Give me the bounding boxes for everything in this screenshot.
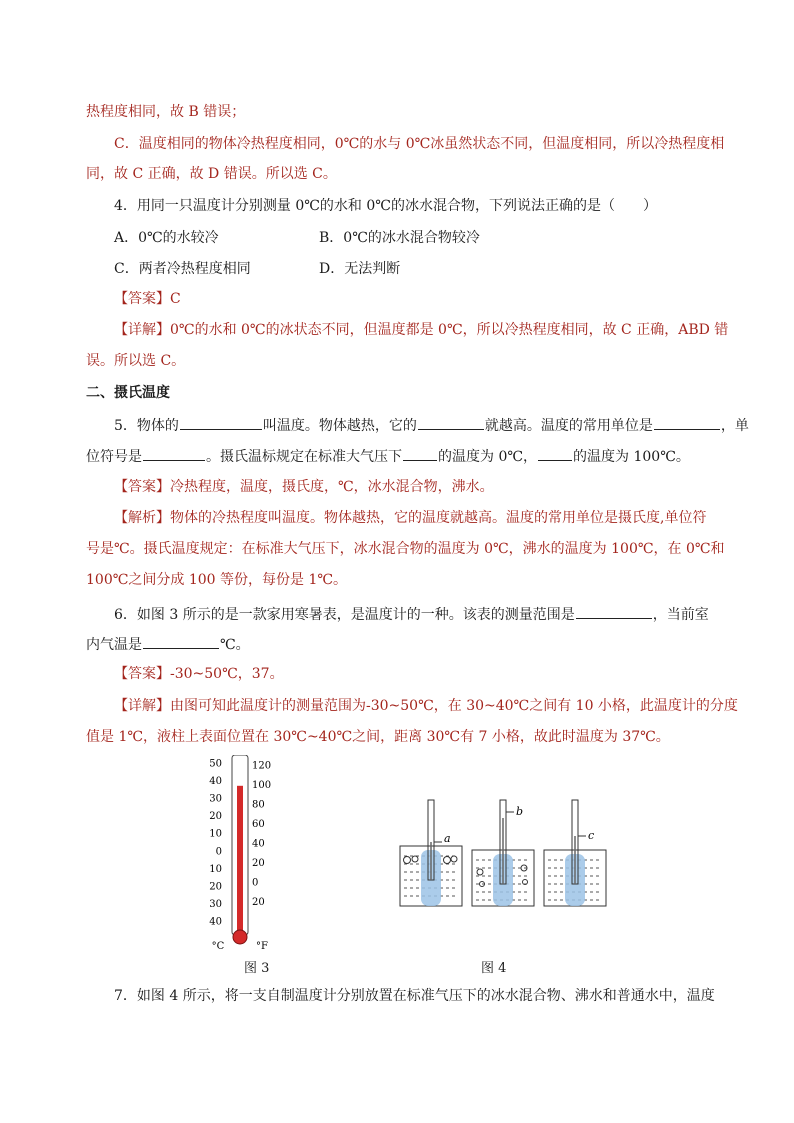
answer-option-c-line: C．温度相同的物体冷热程度相同，0℃的水与 0℃冰虽然状态不同，但温度相同，所以冷热程度相 xyxy=(114,136,725,152)
q6-text-1: 6．如图 3 所示的是一款家用寒暑表，是温度计的一种。该表的测量范围是 xyxy=(114,607,575,623)
q5-analysis-line-3: 100℃之间分成 100 等份，每份是 1℃。 xyxy=(86,572,348,588)
label-b: b xyxy=(516,805,524,818)
q6-text-3: 内气温是 xyxy=(86,637,142,653)
question-6-line-2 xyxy=(86,634,250,655)
celsius-tick-label: 20 xyxy=(209,881,222,893)
fahrenheit-tick-label: 100 xyxy=(252,780,272,791)
q4-option-b: B．0℃的冰水混合物较冷 xyxy=(319,230,480,246)
answer-tag: 【答案】 xyxy=(114,291,170,307)
q4-option-a: A．0℃的水较冷 xyxy=(114,230,219,246)
detail-text: 由图可知此温度计的测量范围为-30~50℃，在 30~40℃之间有 10 小格，此温度计的分度 xyxy=(170,698,738,714)
q6-text-2: ，当前室 xyxy=(652,607,709,623)
q5-text-2: 叫温度。物体越热，它的 xyxy=(262,418,417,434)
q5-text-8: 的温度为 100℃。 xyxy=(573,449,690,465)
celsius-tick-label: 20 xyxy=(209,811,222,823)
q4-detail-line-2: 误。所以选 C。 xyxy=(86,353,186,369)
blank xyxy=(143,634,219,649)
celsius-unit-label: °C xyxy=(211,941,225,952)
celsius-tick-label: 50 xyxy=(209,758,222,770)
question-7-stem: 7．如图 4 所示，将一支自制温度计分别放置在标准气压下的冰水混合物、沸水和普通水中，温度 xyxy=(114,988,715,1004)
q5-analysis-line-2: 号是℃。摄氏温度规定：在标准大气压下，冰水混合物的温度为 0℃，沸水的温度为 100℃，在 0℃和 xyxy=(86,541,725,557)
q4-option-d: D．无法判断 xyxy=(319,261,401,277)
blank xyxy=(418,415,484,430)
answer-continuation-line: 热程度相同，故 B 错误； xyxy=(86,104,246,120)
q5-text-4: ，单 xyxy=(720,418,749,434)
answer-value: 冷热程度，温度，摄氏度，℃，冰水混合物，沸水。 xyxy=(170,479,494,495)
q6-answer xyxy=(114,664,284,684)
beaker-ice-water xyxy=(400,800,462,906)
figure-3-thermometer xyxy=(200,755,300,955)
question-5-line-1 xyxy=(114,415,749,436)
q6-detail-line-1 xyxy=(114,696,738,716)
answer-value: -30~50℃，37。 xyxy=(170,666,284,682)
analysis-tag: 【解析】 xyxy=(114,510,170,526)
beaker-boiling-water xyxy=(472,800,534,906)
celsius-tick-label: 40 xyxy=(209,916,222,928)
answer-tag: 【答案】 xyxy=(114,479,170,495)
detail-tag: 【详解】 xyxy=(114,322,170,338)
question-6-line-1 xyxy=(114,604,709,625)
figure-4-beakers xyxy=(396,798,618,912)
answer-conclusion-line: 同，故 C 正确，故 D 错误。所以选 C。 xyxy=(86,166,337,182)
fahrenheit-tick-label: 20 xyxy=(252,896,265,908)
q5-text-1: 5．物体的 xyxy=(114,418,179,434)
detail-text: 0℃的水和 0℃的冰状态不同，但温度都是 0℃，所以冷热程度相同，故 C 正确，ABD 错 xyxy=(170,322,729,338)
celsius-tick-label: 30 xyxy=(209,898,222,910)
blank xyxy=(403,446,437,461)
q4-answer xyxy=(114,289,181,309)
blank xyxy=(180,415,262,430)
detail-tag: 【详解】 xyxy=(114,698,170,714)
mercury-column xyxy=(237,786,243,933)
figure-3-caption: 图 3 xyxy=(244,961,270,976)
q6-detail-line-2: 值是 1℃，液柱上表面位置在 30℃~40℃之间，距离 30℃有 7 小格，故此时温度为 37℃。 xyxy=(86,729,670,745)
blank xyxy=(576,604,652,619)
fahrenheit-tick-label: 80 xyxy=(252,799,265,811)
fahrenheit-tick-label: 0 xyxy=(252,877,259,889)
q4-detail-line-1 xyxy=(114,320,728,340)
answer-tag: 【答案】 xyxy=(114,666,170,682)
thermometer-bulb xyxy=(233,930,247,944)
beaker-ordinary-water xyxy=(544,800,606,906)
celsius-tick-label: 30 xyxy=(209,793,222,805)
celsius-tick-label: 40 xyxy=(209,776,222,788)
fahrenheit-tick-label: 20 xyxy=(252,857,265,869)
figure-4-caption: 图 4 xyxy=(481,961,507,976)
q6-text-4: ℃。 xyxy=(220,637,250,653)
question-5-line-2 xyxy=(86,446,690,467)
answer-value: C xyxy=(170,291,181,307)
label-c: c xyxy=(588,829,595,842)
section-heading: 二、摄氏温度 xyxy=(86,385,170,401)
fahrenheit-tick-label: 40 xyxy=(252,838,265,850)
fahrenheit-tick-label: 120 xyxy=(252,760,272,772)
q5-analysis-line-1 xyxy=(114,508,706,528)
q5-text-5: 位符号是 xyxy=(86,449,142,465)
blank xyxy=(143,446,205,461)
celsius-tick-label: 10 xyxy=(209,863,222,875)
blank xyxy=(538,446,572,461)
analysis-text: 物体的冷热程度叫温度。物体越热，它的温度就越高。温度的常用单位是摄氏度,单位符 xyxy=(170,510,707,526)
q5-text-3: 就越高。温度的常用单位是 xyxy=(484,418,653,434)
blank xyxy=(654,415,720,430)
question-4-stem: 4．用同一只温度计分别测量 0℃的水和 0℃的冰水混合物，下列说法正确的是（ ） xyxy=(114,198,657,214)
q5-text-7: 的温度为 0℃， xyxy=(438,449,538,465)
fahrenheit-tick-label: 60 xyxy=(252,818,265,830)
fahrenheit-unit-label: °F xyxy=(256,941,268,952)
celsius-tick-label: 10 xyxy=(209,828,222,840)
q5-text-6: 。摄氏温标规定在标准大气压下 xyxy=(206,449,402,465)
q5-answer xyxy=(114,477,494,497)
celsius-tick-label: 0 xyxy=(215,846,222,858)
q4-option-c: C．两者冷热程度相同 xyxy=(114,261,251,277)
label-a: a xyxy=(444,832,451,845)
